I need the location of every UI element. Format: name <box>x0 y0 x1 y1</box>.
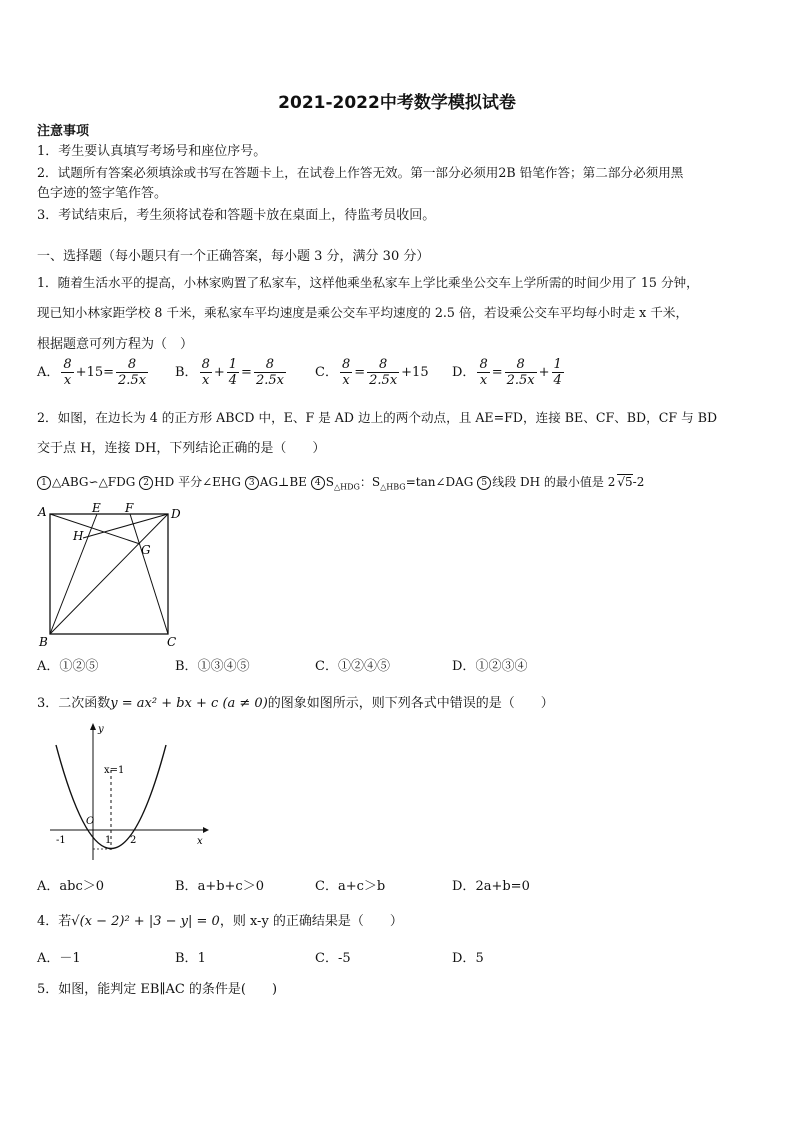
origin-label: O <box>86 816 95 827</box>
q2-line-1: 2．如图，在边长为 4 的正方形 ABCD 中，E、F 是 AD 边上的两个动点，且 AE=FD，连接 BE、CF、BD，CF 与 BD <box>37 410 718 425</box>
q2-statements: 1 △ABG∽△FDG 2 HD 平分∠EHG 3 AG⊥BE 4 $S_{\triangle HDG}$：$S_{\triangle HBG}=\tan\angle DAG$ 5 线段 DH 的最小值是 2 √5-2 <box>37 473 644 491</box>
label-e: E <box>92 501 101 515</box>
tick-two: 2 <box>130 835 137 846</box>
notice-item-2: 2．试题所有答案必须填涂或书写在答题卡上，在试卷上作答无效。第一部分必须用2B 铅笔作答；第二部分必须用黑 <box>37 165 684 180</box>
notice-heading: 注意事项 <box>37 124 90 139</box>
symmetry-axis-label: x=1 <box>104 765 125 776</box>
q1-line-3: 根据题意可列方程为（ ） <box>37 337 194 352</box>
label-c: C <box>167 635 177 649</box>
notice-item-1: 1．考生要认真填写考场号和座位序号。 <box>37 144 267 159</box>
q3-option-b[interactable]: B．a+b+c＞0 <box>175 879 264 894</box>
q1-option-d[interactable]: D． $\frac{8}{x}$ = $\frac{8}{2.5x}$ + $\frac{1}{4}$ <box>452 357 562 388</box>
q3-option-a[interactable]: A．abc＞0 <box>37 879 105 894</box>
label-d: D <box>171 507 181 521</box>
q2-option-c[interactable]: C．①②④⑤ <box>315 659 390 674</box>
exam-title: 2021-2022中考数学模拟试卷 <box>278 93 516 113</box>
q2-option-d[interactable]: D．①②③④ <box>452 659 528 674</box>
q3-stem: 3．二次函数y = ax² + bx + c (a ≠ 0)的图象如图所示，则下列各式中错误的是（ ） <box>37 696 554 711</box>
q4-option-b[interactable]: B．1 <box>175 951 206 966</box>
q1-line-2: 现已知小林家距学校 8 千米，乘私家车平均速度是乘公交车平均速度的 2.5 倍，若设乘公交车平均每小时走 x 千米， <box>37 305 689 320</box>
q3-option-d[interactable]: D．2a+b=0 <box>452 879 530 894</box>
parabola-figure <box>45 720 215 865</box>
q1-option-c[interactable]: C． $\frac{8}{x}$ = $\frac{8}{2.5x}$ +15 <box>315 357 429 388</box>
q3-option-c[interactable]: C．a+c＞b <box>315 879 386 894</box>
tick-minus-one: -1 <box>56 835 66 846</box>
section-heading: 一、选择题（每小题只有一个正确答案，每小题 3 分，满分 30 分） <box>37 249 430 264</box>
notice-item-2-cont: 色字迹的签字笔作答。 <box>37 186 168 201</box>
q1-option-a[interactable]: A． $\frac{8}{x}$ +15= $\frac{8}{2.5x}$ <box>37 357 147 388</box>
label-g: G <box>141 543 151 557</box>
q4-stem: 4．若√(x − 2)² + |3 − y| = 0，则 x-y 的正确结果是（ ） <box>37 914 403 929</box>
label-a: A <box>38 505 47 519</box>
q2-line-2: 交于点 H，连接 DH，下列结论正确的是（ ） <box>37 441 326 456</box>
q5-stem: 5．如图，能判定 EB∥AC 的条件是( ) <box>37 982 278 997</box>
x-axis-label: x <box>197 836 203 847</box>
q2-option-a[interactable]: A．①②⑤ <box>37 659 99 674</box>
q4-option-d[interactable]: D．5 <box>452 951 484 966</box>
notice-item-3: 3．考试结束后，考生须将试卷和答题卡放在桌面上，待监考员收回。 <box>37 208 436 223</box>
q4-option-a[interactable]: A．－1 <box>37 951 81 966</box>
label-f: F <box>125 501 134 515</box>
y-axis-label: y <box>98 724 104 735</box>
label-b: B <box>39 635 48 649</box>
square-figure <box>35 500 185 650</box>
q4-option-c[interactable]: C．-5 <box>315 951 351 966</box>
label-h: H <box>73 529 84 543</box>
q1-option-b[interactable]: B． $\frac{8}{x}$ + $\frac{1}{4}$ = $\frac{8}{2.5x}$ <box>175 357 284 388</box>
tick-one: 1 <box>105 835 112 846</box>
q2-option-b[interactable]: B．①③④⑤ <box>175 659 250 674</box>
q1-line-1: 1．随着生活水平的提高，小林家购置了私家车，这样他乘坐私家车上学比乘坐公交车上学所需的时间少用了 15 分钟， <box>37 275 699 290</box>
